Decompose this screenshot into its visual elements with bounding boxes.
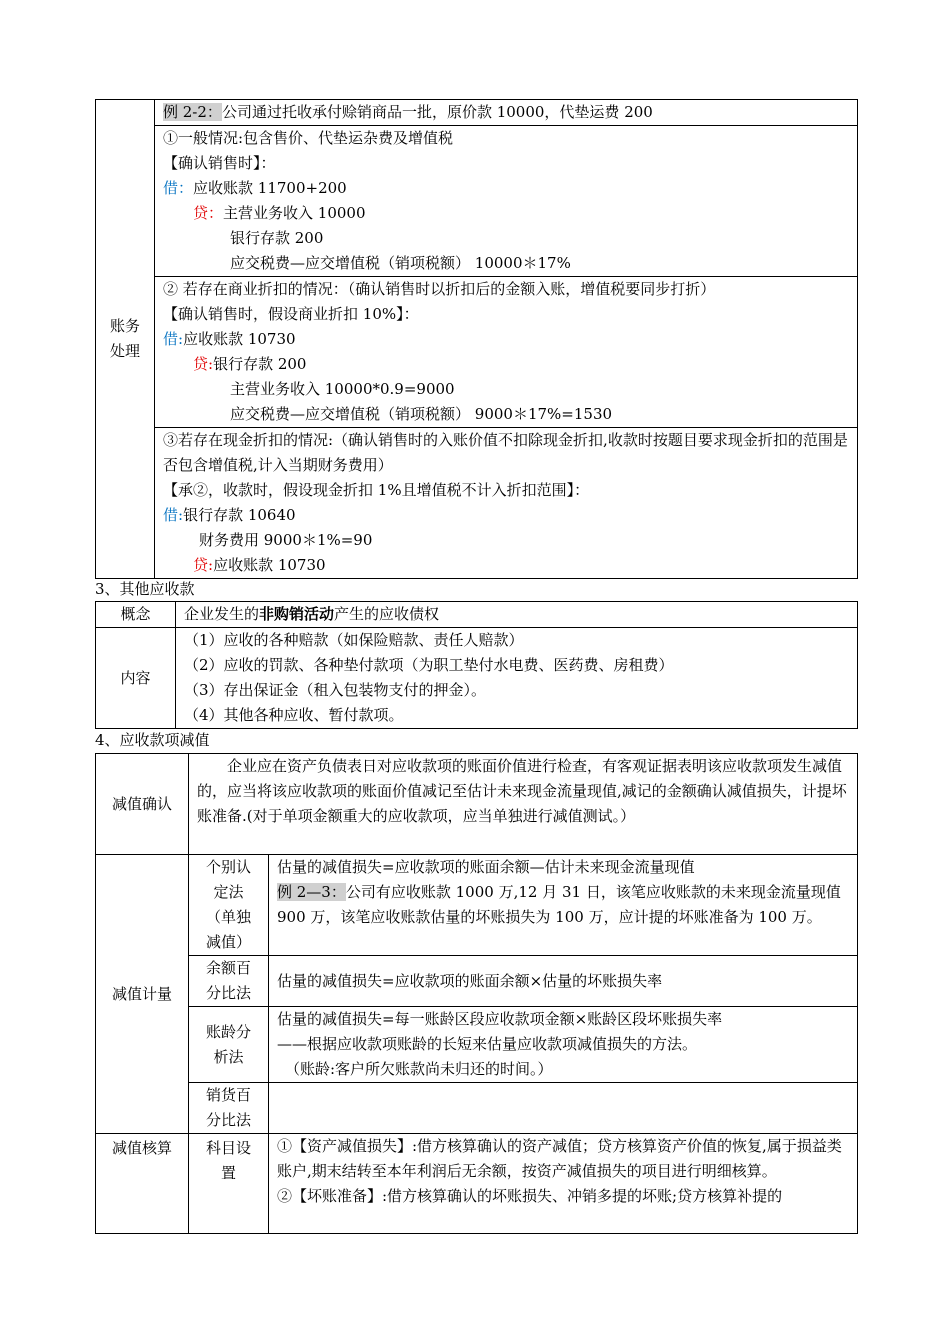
credit-label: 贷： [193,204,224,222]
case-1-debit [163,176,849,201]
case-1-note: 【确认销售时】： [163,154,276,172]
content-cell [176,628,858,729]
concept-label: 概念 [96,602,176,628]
case-3-credit [163,553,849,578]
method-sales-cell [269,1083,858,1134]
subject-cell [269,1134,858,1234]
method-aging-note: （账龄:客户所欠账款尚未归还的时间。） [285,1060,553,1078]
content-item: （3）存出保证金（租入包装物支付的押金）。 [184,681,487,699]
debit-label: 借： [163,179,194,197]
measure-label: 减值计量 [96,855,189,1134]
section-3-heading: 3、其他应收款 [95,580,195,598]
method-individual-formula: 估量的减值损失=应收款项的账面余额—估计未来现金流量现值 [277,858,695,876]
debit-label: 借: [163,506,184,524]
subject-text-1: ①【资产减值损失】:借方核算确认的资产减值；贷方核算资产价值的恢复,属于损益类账户,期末结转至本年利润后无余额，按资产减值损失的项目进行明细核算。 [277,1137,842,1180]
accounting-table [95,99,858,579]
case-1-cell [155,126,858,277]
example-text: 公司有应收账款 1000 万,12 月 31 日，该笔应收账款的未来现金流量现值 900 万，该笔应收账款估量的坏账损失为 100 万，应计提的坏账准备为 100 万。 [277,883,841,926]
case-2-note: 【确认销售时，假设商业折扣 10%】： [163,305,419,323]
concept-pre: 企业发生的 [184,605,260,623]
credit-line: 应收账款 10730 [213,556,326,574]
credit-line: 主营业务收入 10000 [223,204,366,222]
section-4-heading: 4、应收款项减值 [95,731,210,749]
case-3-cell [155,428,858,579]
case-2-debit [163,327,849,352]
calc-label: 减值核算 [96,1134,189,1234]
case-2-line4: 应交税费—应交增值税（销项税额） 9000＊17%=1530 [230,405,613,423]
method-balance-label: 余额百分比法 [189,956,269,1007]
method-balance-text: 估量的减值损失=应收款项的账面余额×估量的坏账损失率 [269,956,858,1007]
concept-post: 产生的应收债权 [334,605,440,623]
case-2-credit [163,352,849,377]
example-tag: 例 2-2： [163,103,222,121]
content-item: （4）其他各种应收、暂付款项。 [184,706,404,724]
content-item: （1）应收的各种赔款（如保险赔款、责任人赔款） [184,631,524,649]
credit-label: 贷: [193,556,214,574]
confirm-text: 企业应在资产负债表日对应收款项的账面价值进行检查，有客观证据表明该应收款项发生减值的，应当将该应收款项的账面价值减记至估计未来现金流量现值,减记的金额确认减值损失，计提坏账准备.(对于单项金额重大的应收款项，应当单独进行减值测试。） [189,754,858,855]
credit-line: 银行存款 200 [213,355,307,373]
content-item: （2）应收的罚款、各种垫付款项（为职工垫付水电费、医药费、房租费） [184,656,674,674]
example-text: 公司通过托收承付赊销商品一批，原价款 10000，代垫运费 200 [221,103,653,121]
case-3-title: ③若存在现金折扣的情况:（确认销售时的入账价值不扣除现金折扣,收款时按题目要求现金折扣的范围是否包含增值税,计入当期财务费用） [163,431,848,474]
debit-line: 应收账款 11700+200 [193,179,347,197]
example-2-2 [155,100,858,126]
method-individual-cell [269,855,858,956]
case-3-debit [163,503,849,528]
case-3-note: 【承②，收款时，假设现金折扣 1%且增值税不计入折扣范围】： [163,481,590,499]
debit-line: 应收账款 10730 [183,330,296,348]
confirm-label: 减值确认 [96,754,189,855]
case-1-title: ①一般情况:包含售价、代垫运杂费及增值税 [163,129,454,147]
case-3-line2: 财务费用 9000＊1%=90 [199,531,373,549]
row-label-accounting: 账务 处理 [96,100,155,579]
case-1-line4: 应交税费—应交增值税（销项税额） 10000＊17% [230,254,571,272]
case-2-line3: 主营业务收入 10000*0.9=9000 [230,380,455,398]
impairment-table [95,753,858,1234]
concept-bold: 非购销活动 [259,605,335,623]
other-receivables-table [95,601,858,729]
concept-cell [176,602,858,628]
content-label: 内容 [96,628,176,729]
case-1-credit [163,201,849,226]
case-1-line3: 银行存款 200 [230,229,324,247]
debit-line: 银行存款 10640 [183,506,296,524]
example-2-3 [277,880,849,930]
case-2-title: ② 若存在商业折扣的情况：（确认销售时以折扣后的金额入账，增值税要同步打折） [163,280,716,298]
subject-text-2: ②【坏账准备】:借方核算确认的坏账损失、冲销多提的坏账;贷方核算补提的 [277,1187,783,1205]
example-tag: 例 2—3： [277,883,346,901]
method-aging-label: 账龄分析法 [189,1007,269,1083]
case-2-cell [155,277,858,428]
subject-label: 科目设置 [189,1134,269,1234]
method-aging-formula: 估量的减值损失=每一账龄区段应收款项金额×账龄区段坏账损失率 [277,1010,723,1028]
credit-label: 贷: [193,355,214,373]
method-aging-cell [269,1007,858,1083]
method-individual-label: 个别认定法（单独减值） [189,855,269,956]
method-aging-desc: ——根据应收款项账龄的长短来估量应收款项减值损失的方法。 [277,1035,698,1053]
method-sales-label: 销货百分比法 [189,1083,269,1134]
debit-label: 借: [163,330,184,348]
